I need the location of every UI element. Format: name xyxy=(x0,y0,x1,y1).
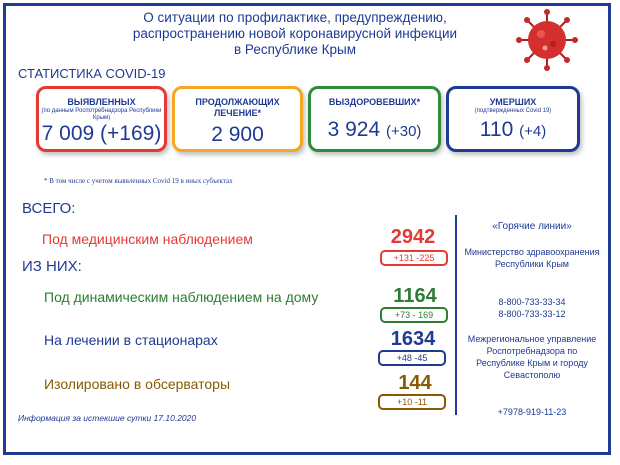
row-observatory-label: Изолировано в обсерваторы xyxy=(44,376,231,392)
card-in-treatment xyxy=(172,86,303,152)
hotlines-title: «Горячие линии» xyxy=(492,221,572,232)
report-date-info: Информация за истекшие сутки 17.10.2020 xyxy=(18,413,197,423)
card-deceased-value: 110 xyxy=(479,118,514,141)
row-hospital-value: 1634 xyxy=(390,328,436,350)
row-medical-observation-delta: +131 -225 xyxy=(380,250,448,266)
hotlines-ministry: Министерство здравоохранения Республики Крым xyxy=(464,247,600,269)
of-them-heading: ИЗ НИХ: xyxy=(22,258,82,275)
card-deceased xyxy=(446,86,580,152)
card-recovered xyxy=(308,86,441,152)
hotlines-ministry-phone-1: 8-800-733-33-34 xyxy=(498,297,566,307)
row-home-observation-label: Под динамическим наблюдением на дому xyxy=(44,289,319,305)
hotlines-rospotreb: Межрегиональное управление Роспотребнадзора по Республике Крым и городу Севастополю xyxy=(467,334,597,380)
page-title xyxy=(100,10,490,58)
row-home-observation-delta: +73 - 169 xyxy=(380,307,448,323)
card-recovered-value: 3 924 xyxy=(327,118,381,141)
card-detected-delta: (+169) xyxy=(100,122,162,145)
hotlines-ministry-phone-2: 8-800-733-33-12 xyxy=(498,309,566,319)
row-observatory-delta: +10 -11 xyxy=(378,394,446,410)
card-detected-sub: (по данным Роспотребнадзора Республики Крым) xyxy=(41,108,162,121)
card-deceased-delta: (+4) xyxy=(519,123,547,140)
card-detected xyxy=(36,86,167,152)
card-detected-label: ВЫЯВЛЕННЫХ xyxy=(67,97,136,107)
row-home-observation-value: 1164 xyxy=(393,285,437,307)
row-hospital-label: На лечении в стационарах xyxy=(44,332,218,348)
coronavirus-icon xyxy=(515,8,579,72)
title-line-2: распространению новой коронавирусной инфекции xyxy=(132,26,458,41)
stats-title: СТАТИСТИКА COVID-19 xyxy=(18,66,166,81)
card-deceased-sub: (подтвержденных Covid 19) xyxy=(474,108,552,114)
card-deceased-value-row xyxy=(449,118,577,144)
row-observatory-value: 144 xyxy=(398,372,432,394)
footnote: * В том числе с учетом выявленных Covid 19 в иных субъектах xyxy=(44,177,233,185)
card-in-treatment-label: ПРОДОЛЖАЮЩИХ ЛЕЧЕНИЕ* xyxy=(195,97,280,118)
title-line-3: в Республике Крым xyxy=(233,42,357,57)
column-divider xyxy=(455,215,457,415)
card-recovered-label: ВЫЗДОРОВЕВШИХ* xyxy=(328,97,421,107)
row-medical-observation-label: Под медицинским наблюдением xyxy=(42,231,253,247)
row-hospital-delta: +48 -45 xyxy=(378,350,446,366)
hotlines-rospotreb-phone: +7978-919-11-23 xyxy=(497,407,567,417)
title-line-1: О ситуации по профилактике, предупреждению, xyxy=(143,10,447,25)
card-detected-value-row xyxy=(39,122,164,146)
card-deceased-label: УМЕРШИХ xyxy=(489,97,537,107)
card-recovered-delta: (+30) xyxy=(385,123,422,140)
total-heading: ВСЕГО: xyxy=(22,200,76,217)
card-recovered-value-row xyxy=(311,118,438,144)
row-medical-observation-value: 2942 xyxy=(390,226,436,248)
card-detected-value: 7 009 xyxy=(41,122,95,145)
card-in-treatment-value: 2 900 xyxy=(211,123,264,146)
